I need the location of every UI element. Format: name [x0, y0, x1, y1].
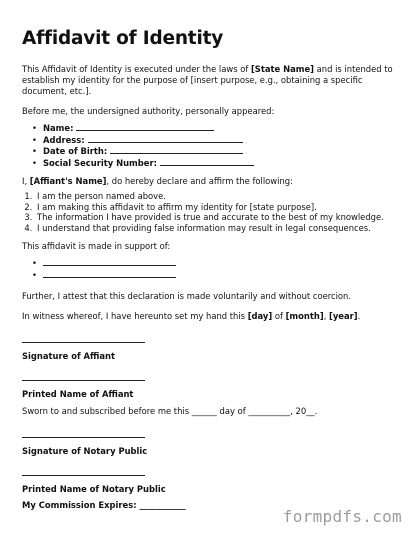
bullet-icon: •: [32, 123, 37, 133]
support-list: [22, 257, 394, 281]
field-label: Address:: [43, 134, 85, 145]
field-date-of-birth: [32, 145, 394, 157]
affidavit-document: [22, 28, 394, 511]
declaration-paragraph: [22, 176, 394, 187]
name-blank-line[interactable]: [76, 122, 214, 131]
dob-blank-line[interactable]: [110, 145, 243, 154]
affiant-name-placeholder: [Affiant's Name]: [29, 176, 107, 186]
statement-item: 1. I am the person named above.: [35, 191, 394, 202]
field-name: [32, 122, 394, 134]
witness-text: of: [272, 311, 286, 321]
bullet-icon: •: [32, 258, 37, 268]
notary-printed-name-line[interactable]: [22, 475, 145, 476]
attest-paragraph: Further, I attest that this declaration is made voluntarily and without coercion.: [22, 291, 351, 301]
witness-text: .: [357, 311, 361, 321]
affiant-signature-line[interactable]: [22, 342, 145, 343]
statement-item: 2. I am making this affidavit to affirm my identity for [state purpose].: [35, 202, 394, 213]
declare-suffix: , do hereby declare and affirm the following:: [106, 176, 293, 186]
support-item: [32, 269, 394, 281]
field-address: [32, 134, 394, 146]
printed-notary-label: Printed Name of Notary Public: [22, 484, 166, 494]
address-blank-line[interactable]: [88, 134, 243, 143]
notary-signature-line[interactable]: [22, 437, 145, 438]
intro-text-start: This Affidavit of Identity is executed under the laws of: [22, 64, 251, 74]
field-label: Name:: [43, 123, 74, 133]
field-label: Date of Birth:: [43, 146, 108, 156]
day-placeholder: [day]: [247, 311, 273, 321]
support-blank-line[interactable]: [43, 257, 176, 266]
intro-text-end: and is intended to establish my identity for the purpose of [insert purpose, e.g., obtaining a specific document, etc.].: [22, 64, 393, 96]
witness-text: In witness whereof, I have hereunto set my hand this: [22, 311, 248, 321]
appeared-paragraph: Before me, the undersigned authority, personally appeared:: [22, 106, 275, 116]
signature-notary-label: Signature of Notary Public: [22, 446, 148, 456]
watermark-text: formpdfs.com: [282, 507, 402, 526]
statement-item: 4. I understand that providing false information may result in legal consequences.: [35, 223, 394, 234]
declare-prefix: I,: [22, 176, 30, 186]
signature-affiant-label: Signature of Affiant: [22, 351, 115, 361]
identity-fields-list: [22, 122, 394, 168]
document-title: Affidavit of Identity: [22, 28, 224, 49]
field-ssn: [32, 157, 394, 169]
field-label: Social Security Number:: [43, 157, 157, 168]
printed-affiant-label: Printed Name of Affiant: [22, 389, 134, 399]
support-paragraph: This affidavit is made in support of:: [22, 241, 171, 251]
state-name-placeholder: [State Name]: [250, 64, 314, 74]
commission-expires: My Commission Expires: ___________: [22, 500, 186, 510]
bullet-icon: •: [32, 146, 37, 156]
year-placeholder: [year]: [329, 311, 358, 321]
statements-list: [22, 191, 394, 233]
support-blank-line[interactable]: [43, 269, 176, 278]
intro-paragraph: [22, 64, 394, 97]
sworn-paragraph: Sworn to and subscribed before me this ______ day of __________, 20__.: [22, 406, 318, 416]
support-item: [32, 257, 394, 269]
witness-text: ,: [323, 311, 330, 321]
bullet-icon: •: [32, 157, 37, 168]
bullet-icon: •: [32, 270, 37, 280]
affiant-printed-name-line[interactable]: [22, 380, 145, 381]
ssn-blank-line[interactable]: [160, 157, 254, 166]
witness-paragraph: [22, 311, 394, 322]
statement-item: 3. The information I have provided is true and accurate to the best of my knowledge.: [35, 212, 394, 223]
bullet-icon: •: [32, 134, 37, 145]
month-placeholder: [month]: [285, 311, 324, 321]
